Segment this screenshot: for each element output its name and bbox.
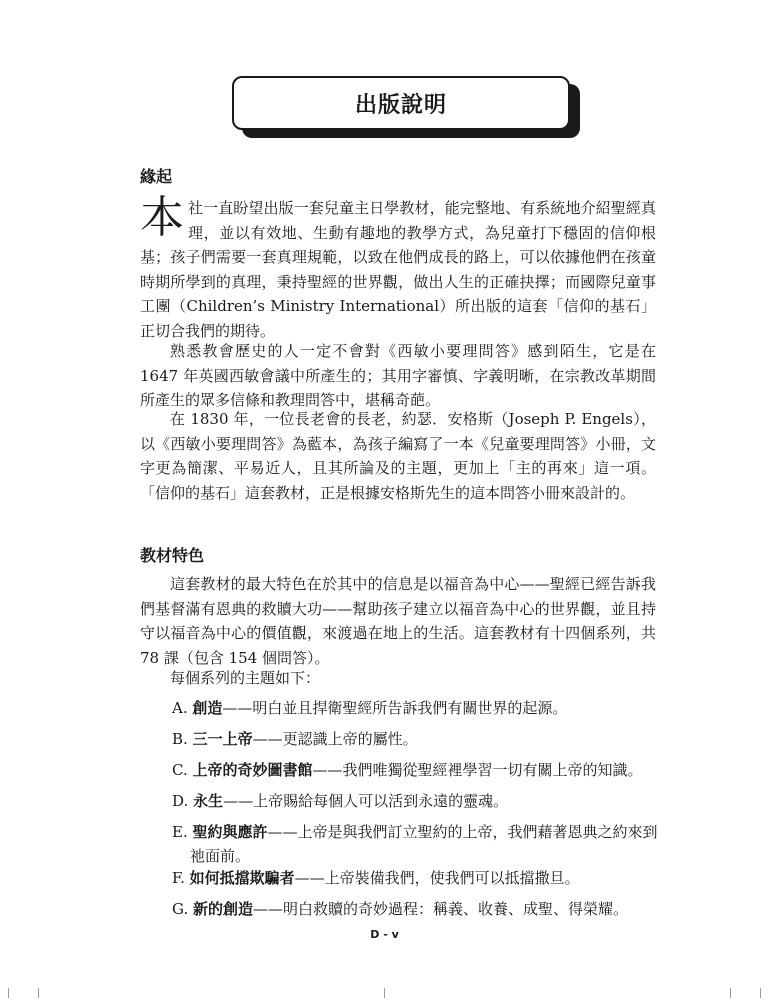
section-heading-features: 教材特色 <box>140 546 205 565</box>
list-item: D. 永生——上帝賜給每個人可以活到永遠的靈魂。 <box>172 792 509 810</box>
page-number: D - v <box>370 928 399 941</box>
dropcap: 本 <box>140 192 184 243</box>
list-item: F. 如何抵擋欺騙者——上帝裝備我們，使我們可以抵擋撒旦。 <box>172 869 580 887</box>
crop-mark <box>730 988 731 998</box>
crop-mark <box>384 988 385 998</box>
paragraph-origin-1 <box>140 192 656 343</box>
list-item: E. 聖約與應許——上帝是與我們訂立聖約的上帝，我們藉著恩典之約來到 祂面前。 <box>172 823 658 865</box>
crop-mark <box>8 988 9 998</box>
list-item: C. 上帝的奇妙圖書館——我們唯獨從聖經裡學習一切有關上帝的知識。 <box>172 761 643 779</box>
list-item: B. 三一上帝——更認識上帝的屬性。 <box>172 730 418 748</box>
crop-mark <box>760 988 761 998</box>
paragraph-features-1: 這套教材的最大特色在於其中的信息是以福音為中心——聖經已經告訴我們基督滿有恩典的救贖大功——幫助孩子建立以福音為中心的世界觀，並且持守以福音為中心的價值觀，來渡過在地上的生活。這套教材有十四個系列，共 78 課（包含 154 個問答）。 <box>140 575 656 667</box>
title-box <box>232 76 580 138</box>
crop-mark <box>38 988 39 998</box>
paragraph-origin-3: 在 1830 年，一位長老會的長老，約瑟．安格斯（Joseph P. Engels），以《西敏小要理問答》為藍本，為孩子編寫了一本《兒童要理問答》小冊，文字更為簡潔、平易近人，且其所論及的主題，更加上「主的再來」這一項。「信仰的基石」這套教材，正是根據安格斯先生的這本問答小冊來設計的。 <box>140 410 656 502</box>
list-item: G. 新的創造——明白救贖的奇妙過程：稱義、收養、成聖、得榮耀。 <box>172 900 629 918</box>
paragraph-features-2: 每個系列的主題如下： <box>170 669 321 687</box>
paragraph-origin-2: 熟悉教會歷史的人一定不會對《西敏小要理問答》感到陌生，它是在 1647 年英國西敏會議中所產生的；其用字審慎、字義明晰，在宗教改革期間所產生的眾多信條和教理問答中，堪稱奇葩。 <box>140 342 656 409</box>
section-heading-origin: 緣起 <box>140 167 173 186</box>
page-title: 出版說明 <box>232 76 570 130</box>
list-item: A. 創造——明白並且捍衛聖經所告訴我們有關世界的起源。 <box>172 699 568 717</box>
paragraph-text: 社一直盼望出版一套兒童主日學教材，能完整地、有系統地介紹聖經真理，並以有效地、生動有趣地的教學方式，為兒童打下穩固的信仰根基；孩子們需要一套真理規範，以致在他們成長的路上，可以依據他們在孩童時期所學到的真理，秉持聖經的世界觀，做出人生的正確抉擇；而國際兒童事工團（Children’s Ministry International）所出版的這套「信仰的基石」正切合我們的期待。 <box>140 199 656 340</box>
